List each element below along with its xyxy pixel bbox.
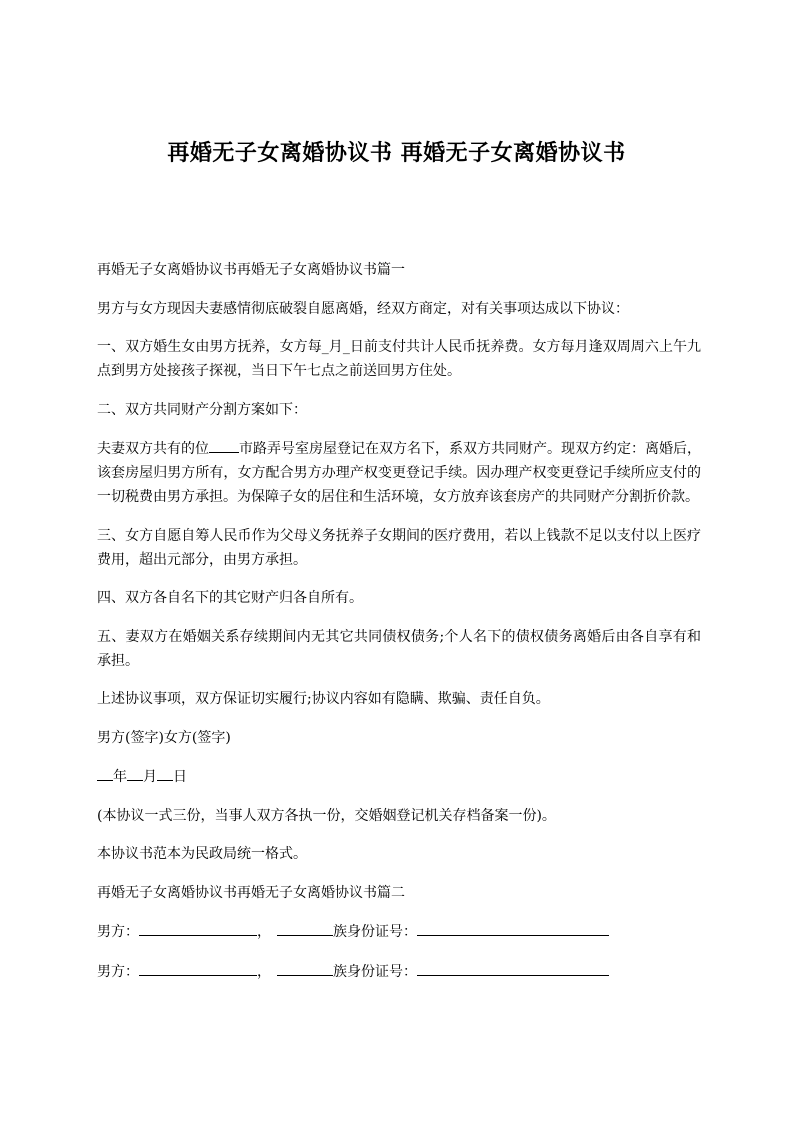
id-number-blank (417, 919, 609, 936)
guarantee-paragraph: 上述协议事项，双方保证切实履行;协议内容如有隐瞒、欺骗、责任自负。 (97, 691, 550, 707)
id-label: 族身份证号： (333, 963, 417, 980)
day-blank (157, 764, 173, 781)
clause-2-detail-start: 夫妻双方共有的位 (97, 441, 209, 457)
intro-paragraph: 男方与女方现因夫妻感情彻底破裂自愿离婚，经双方商定，对有关事项达成以下协议： (97, 300, 629, 317)
clause-1: 一、双方婚生女由男方抚养，女方每_月_日前支付共计人民币抚养费。女方每月逢双周周六上午九点到男方处接孩子探视，当日下午七点之前送回男方住处。 (97, 339, 701, 379)
party-label: 男方： (97, 963, 139, 980)
name-blank (139, 959, 257, 976)
document-body (97, 258, 701, 998)
standard-note: 本协议书范本为民政局统一格式。 (97, 846, 307, 862)
clause-5: 五、妻双方在婚姻关系存续期间内无其它共同债权债务;个人名下的债权债务离婚后由各自享有和承担。 (97, 628, 701, 669)
year-label: 年 (113, 769, 127, 785)
separator: ， (257, 924, 271, 940)
ethnicity-blank (277, 959, 333, 976)
clause-2-detail (97, 436, 701, 509)
year-blank (97, 764, 113, 781)
id-number-blank (417, 959, 609, 976)
month-blank (127, 764, 143, 781)
party-form-line (97, 959, 701, 984)
location-blank (209, 436, 239, 453)
clause-2-detail-rest: 市路弄号室房屋登记在双方名下，系双方共同财产。现双方约定：离婚后，该套房屋归男方所有，女方配合男方办理产权变更登记手续。因办理产权变更登记手续所应支付的一切税费由男方承担。为保障子女的居住和生活环境，女方放弃该套房产的共同财产分割折价款。 (97, 441, 701, 505)
signature-line: 男方(签字)女方(签字) (97, 729, 231, 746)
ethnicity-blank (277, 919, 333, 936)
separator: ， (257, 963, 271, 980)
section-heading-2: 再婚无子女离婚协议书再婚无子女离婚协议书篇二 (97, 884, 405, 901)
clause-2: 二、双方共同财产分割方案如下： (97, 401, 307, 418)
section-heading-1: 再婚无子女离婚协议书再婚无子女离婚协议书篇一 (97, 262, 405, 278)
clause-3: 三、女方自愿自筹人民币作为父母义务抚养子女期间的医疗费用，若以上钱款不足以支付以上医疗费用，超出元部分，由男方承担。 (97, 527, 701, 568)
document-title: 再婚无子女离婚协议书 再婚无子女离婚协议书 (167, 141, 626, 166)
copies-note: (本协议一式三份，当事人双方各执一份，交婚姻登记机关存档备案一份)。 (97, 807, 556, 824)
day-label: 日 (173, 769, 187, 785)
party-form-line (97, 919, 701, 944)
clause-4: 四、双方各自名下的其它财产归各自所有。 (97, 590, 363, 606)
id-label: 族身份证号： (333, 924, 417, 940)
party-label: 男方： (97, 924, 139, 940)
month-label: 月 (143, 769, 157, 785)
date-line (97, 764, 701, 789)
name-blank (139, 919, 257, 936)
